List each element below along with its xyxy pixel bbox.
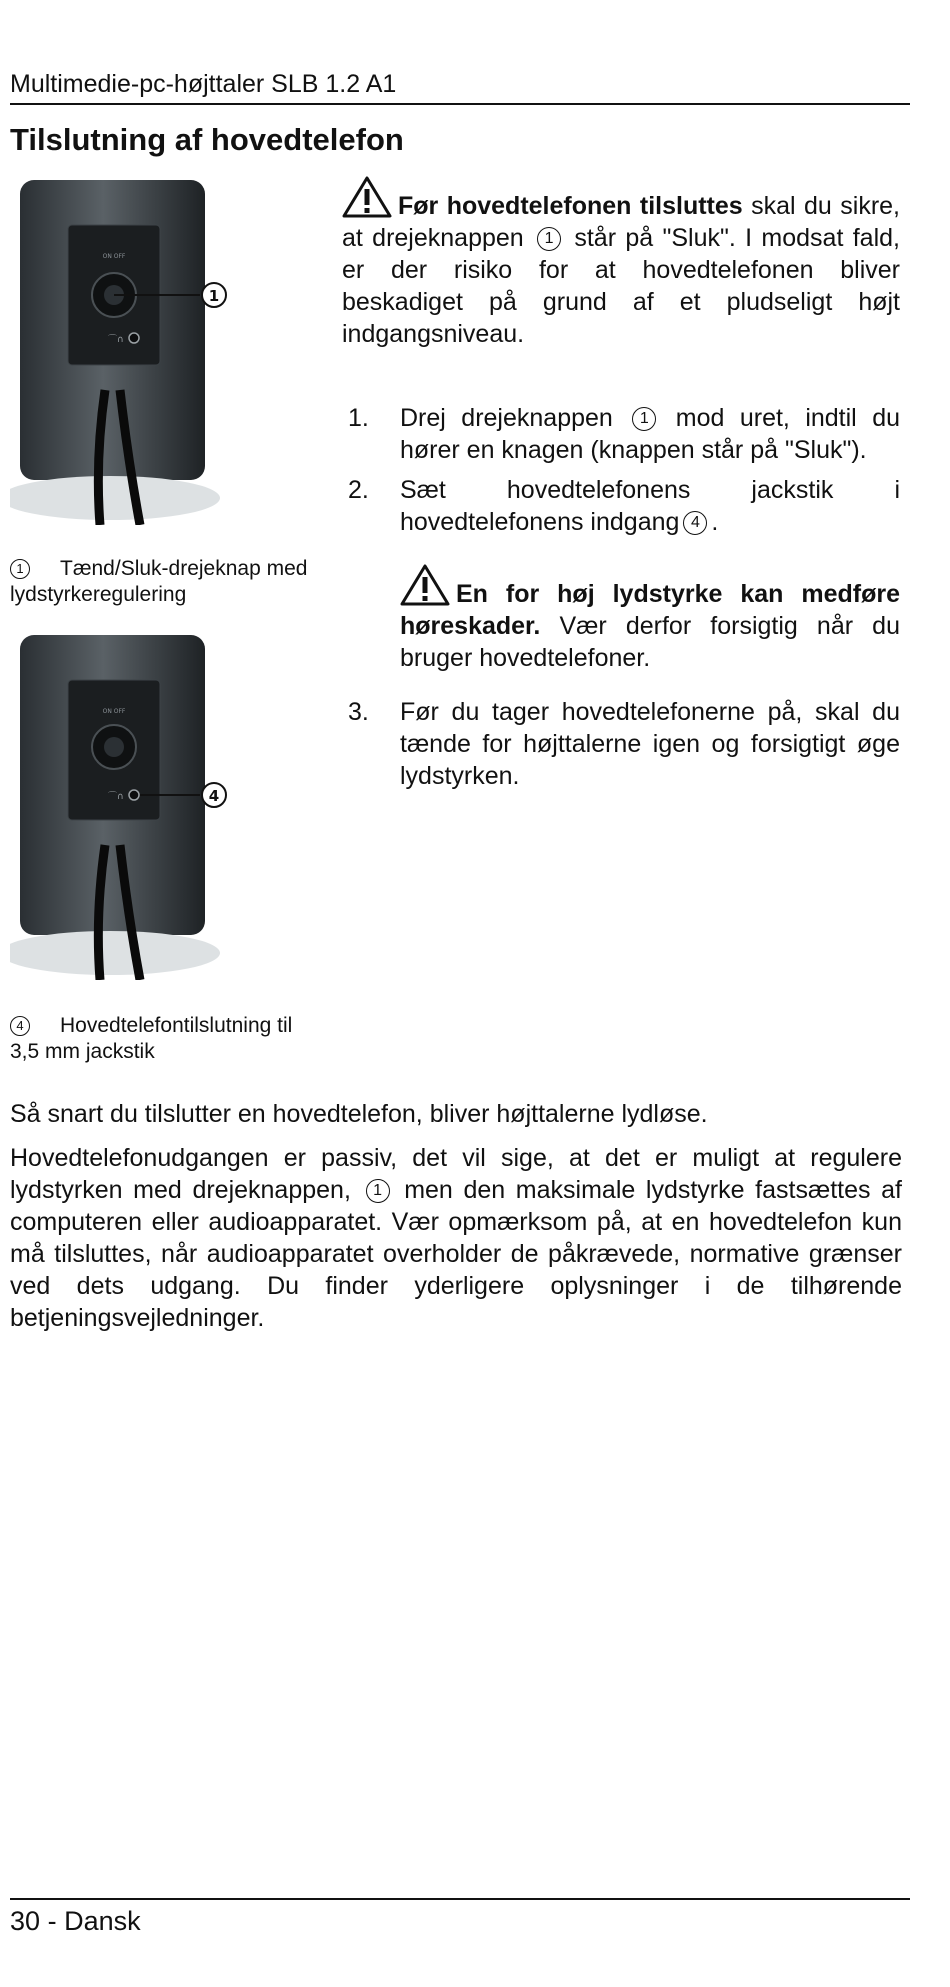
warning1-text-b: står på "Sluk". I modsat fald, er der risiko for at hovedtelefonen bliver beskadiget på grund af et pludseligt højt indgangsniveau. bbox=[342, 224, 900, 348]
paragraph2-text-a: Hovedtelefonudgangen er passiv, det vil sige, at det er muligt at regulere lydstyrken med drejeknappen, bbox=[10, 1144, 902, 1204]
list-item bbox=[342, 474, 900, 538]
speaker-jack-photo bbox=[10, 635, 230, 980]
warning-triangle-icon bbox=[342, 176, 392, 218]
warning1-text-a: skal du sikre, at drejeknappen bbox=[342, 192, 900, 252]
figure1-caption: Tænd/Sluk-drejeknap med lydstyrkeregulering bbox=[10, 557, 308, 606]
step-text: Før du tager hovedtelefonerne på, skal du tænde for højttalerne igen og forsigtigt øge lydstyrken. bbox=[400, 698, 900, 790]
figure2-caption: Hovedtelefontilslutning til 3,5 mm jackstik bbox=[10, 1014, 293, 1063]
warning2-text: Vær derfor forsigtig når du bruger hovedtelefoner. bbox=[400, 612, 900, 672]
paragraph-1: Så snart du tilslutter en hovedtelefon, bliver højttalerne lydløse. bbox=[10, 1100, 708, 1128]
section-title: Tilslutning af hovedtelefon bbox=[10, 122, 404, 157]
list-item bbox=[342, 402, 900, 466]
ref-marker: 1 bbox=[632, 407, 656, 431]
svg-text:ON OFF: ON OFF bbox=[102, 708, 126, 715]
warning-block-1 bbox=[342, 176, 900, 350]
running-header: Multimedie-pc-højttaler SLB 1.2 A1 bbox=[10, 70, 910, 105]
caption-number: 4 bbox=[10, 1016, 30, 1036]
footer-separator: - bbox=[47, 1906, 57, 1936]
step-text: . bbox=[711, 508, 719, 536]
warning-block-2 bbox=[342, 564, 900, 674]
paragraph-2 bbox=[10, 1142, 902, 1334]
footer-rule bbox=[10, 1898, 910, 1900]
page-footer bbox=[10, 1906, 141, 1937]
speaker-knob-photo bbox=[10, 180, 230, 525]
step-text: mod uret, indtil du hører en knagen (knappen står på "Sluk"). bbox=[400, 404, 901, 464]
list-item bbox=[342, 696, 900, 792]
figure1-caption-block bbox=[10, 556, 310, 608]
caption-number: 1 bbox=[10, 559, 30, 579]
step-number: 1. bbox=[348, 404, 369, 432]
step-number: 2. bbox=[348, 476, 369, 504]
footer-language: Dansk bbox=[64, 1906, 141, 1936]
warning1-bold: Før hovedtelefonen tilsluttes bbox=[398, 192, 743, 220]
page-number: 30 bbox=[10, 1906, 41, 1936]
figure1-marker: 1 bbox=[208, 287, 220, 305]
svg-text:⌒∩: ⌒∩ bbox=[108, 792, 124, 802]
ref-marker: 4 bbox=[683, 511, 707, 535]
ref-marker: 1 bbox=[366, 1179, 390, 1203]
step-text: Sæt hovedtelefonens jackstik i hovedtelefonens indgang bbox=[400, 476, 900, 536]
figure2-caption-block bbox=[10, 1013, 310, 1065]
warning-triangle-icon bbox=[400, 564, 450, 606]
svg-text:ON OFF: ON OFF bbox=[102, 253, 126, 260]
steps-list bbox=[342, 402, 900, 800]
paragraph2-text-b: men den maksimale lydstyrke fastsættes af computeren eller audioapparatet. Vær opmærksom på, at en hovedtelefon kun må tilsluttes, når audioapparatet overholder de påkrævede, normative grænser ved dets udgang. Du finder yderligere oplysninger i de tilhørende betjeningsvejledninger. bbox=[10, 1176, 902, 1332]
ref-marker: 1 bbox=[537, 227, 561, 251]
warning2-bold: En for høj lydstyrke kan medføre høreskader. bbox=[400, 580, 900, 640]
figure2-marker: 4 bbox=[208, 787, 220, 805]
step-number: 3. bbox=[348, 698, 369, 726]
svg-text:⌒∩: ⌒∩ bbox=[108, 335, 124, 345]
step-text: Drej drejeknappen bbox=[400, 404, 613, 432]
